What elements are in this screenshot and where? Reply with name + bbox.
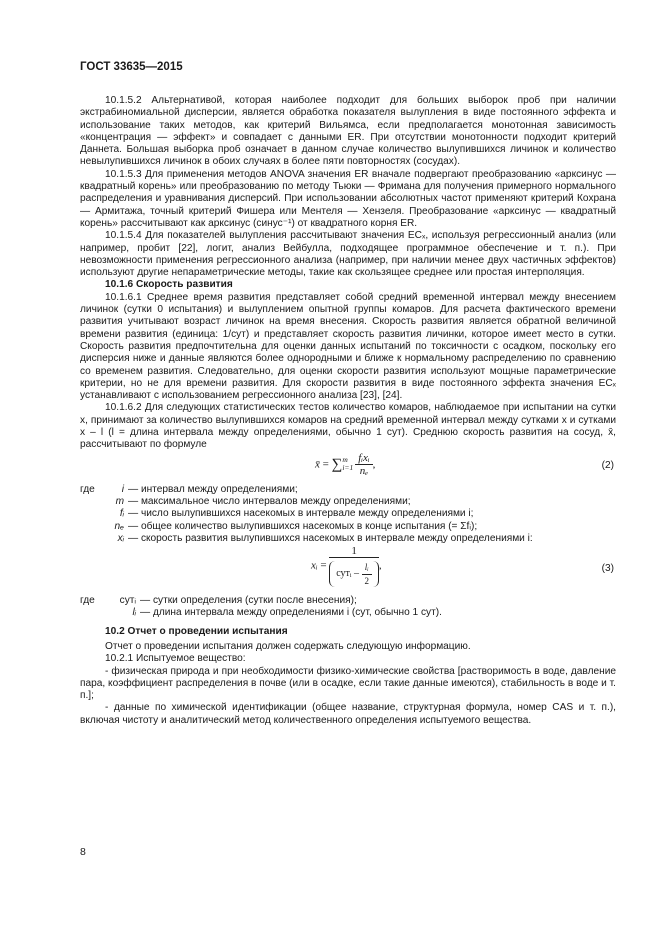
legend-symbol: nₑ (114, 520, 124, 532)
formula-2-equals: = (319, 457, 332, 470)
legend-text: — скорость развития вылупившихся насекомых в интервале между определениями i: (128, 532, 533, 544)
formula-2-lhs: x̄ (315, 457, 320, 470)
legend-symbol: i (121, 483, 124, 495)
legend-row: где i — интервал между определениями; (80, 484, 616, 496)
heading-10-2: 10.2 Отчет о проведении испытания (105, 625, 288, 637)
formula-2-sum-lower: i=1 (342, 463, 354, 473)
page-body (80, 95, 616, 727)
legend-row (80, 521, 616, 533)
legend-symbol: xᵢ (117, 532, 124, 544)
heading-10-1-6: 10.1.6 Скорость развития (105, 279, 233, 291)
formula-3-inner-denominator: 2 (364, 575, 369, 586)
legend-text: — длина интервала между определениями i (сут, обычно 1 сут). (140, 607, 442, 619)
formula-3-legend (80, 595, 616, 620)
legend-row: где сутᵢ — сутки определения (сутки после внесения); (80, 595, 616, 607)
formula-3 (80, 545, 616, 595)
formula-2-numerator: fᵢxᵢ (355, 452, 372, 465)
report-intro: Отчет о проведении испытания должен содержать следующую информацию. (105, 640, 471, 652)
legend-text: — общее количество вылупившихся насекомых в конце испытания (= Σfᵢ); (128, 520, 478, 532)
paragraph-10-1-6-2: 10.1.6.2 Для следующих статистических тестов количество комаров, наблюдаемое при испытании на сутки x, принимают за количество вылупившихся комаров на средний временной интервал между сутками x и сутками x – l (l = длина интервала между определениями, обычно 1 сут). Среднюю скорость развития на сосуд, x̄, рассчитывают по формуле (80, 402, 616, 451)
formula-3-numerator: 1 (329, 545, 379, 558)
paragraph-10-1-5-4: 10.1.5.4 Для показателей вылупления рассчитывают значения ECₓ, используя регрессионный анализ (или например, пробит [22], логит, анализ Вейбулла, подходящее программное обеспечение и т. п.). При невозможности применения регрессионного анализа (например, при наличии менее двух частичных эффектов) используют другие непараметрические методы, такие как скользящее среднее или простая интерполяция. (80, 230, 616, 279)
document-header: ГОСТ 33635—2015 (80, 61, 183, 73)
bullet-physical-nature: - физическая природа и при необходимости физико-химические свойства [растворимость в воде, давление пара, коэффициент распределения в почве (или в осадке, если такие данные имеются), стабильность в воде и т. п.]; (80, 665, 616, 702)
formula-3-expression (311, 545, 382, 587)
legend-row (80, 508, 616, 520)
formula-3-den-day: сутᵢ – (336, 568, 362, 580)
formula-2-legend (80, 484, 616, 545)
legend-symbol: lᵢ (132, 607, 136, 619)
formula-2-sum-upper: m (342, 455, 348, 465)
formula-3-lhs: xᵢ (311, 559, 318, 572)
legend-text: — интервал между определениями; (128, 483, 298, 495)
legend-symbol: сутᵢ (119, 595, 136, 607)
formula-2-denominator: nₑ (359, 464, 369, 477)
paragraph-10-1-5-3: 10.1.5.3 Для применения методов ANOVA значения ER вначале подвергают преобразованию «арксинус — квадратный корень» или преобразованию по методу Тьюки — Фримана для получения примерного нормального распределения и уравнивания дисперсий. При использовании абсолютных частот применяют критерий Кохрана — Армитажа, точный критерий Фишера или Ментеля — Хензеля. Преобразование «арксинус — квадратный корень» рассчитывают как арксинус (синус⁻¹) от квадратного корня ER. (80, 168, 616, 229)
paragraph-10-1-5-2: 10.1.5.2 Альтернативой, которая наиболее подходит для больших выборок проб при наличии экстрабиномиальной дисперсии, является обработка показателя вылупления в виде постоянного эффекта и использование таких методов, как критерий Вильямса, если предполагается монотонная зависимость «концентрация — эффект» и совпадает с данными ER. При отсутствии монотонности подходит критерий Даннета. Большая выборка проб означает в данном случае количество вылупившихся личинок и количество невылупившихся личинок в обоих случаях в более пяти повторностях (сосудах). (80, 95, 616, 168)
formula-3-number: (3) (601, 563, 614, 575)
legend-text: — сутки определения (сутки после внесения); (140, 595, 357, 607)
formula-2-expression (315, 452, 375, 478)
legend-row (80, 533, 616, 545)
paragraph-10-1-6-1: 10.1.6.1 Среднее время развития представляет собой средний временной интервал между внесением личинок (сутки 0 испытания) и вылуплением опытной группы комаров. Для расчета фактического времени развития учитывают возраст личинок на время внесения. Скорость развития является обратной величиной времени развития (единица: 1/сут) и представляет скорость развития личинки, которое имеет место в сутки. Скорость развития предпочтительна для оценки данных испытаний по токсичности с осадком, поскольку его дисперсия ниже и данные являются более однородными и ближе к нормальному распределению по сравнению со временем развития. Следовательно, для оценки скорости развития используют мощные параметрические критерии, но не для времени развития. Для скорости развития в виде постоянного эффекта значения ECₓ устанавливают с использованием регрессионного анализа [23], [24]. (80, 291, 616, 402)
formula-2-comma: , (372, 457, 376, 470)
legend-text: — максимальное число интервалов между определениями; (128, 495, 411, 507)
legend-symbol: fᵢ (119, 508, 124, 520)
bullet-chemical-identification: - данные по химической идентификации (общее название, структурная формула, номер CAS и т. п.), включая чистоту и аналитический метод количественного определения испытуемого вещества. (80, 702, 616, 726)
legend-row (80, 496, 616, 508)
legend-symbol: m (115, 495, 124, 507)
paragraph-10-2-1: 10.2.1 Испытуемое вещество: (105, 653, 246, 665)
formula-3-comma: , (378, 559, 382, 572)
formula-2-number: (2) (601, 459, 614, 471)
formula-3-inner-numerator: lᵢ (362, 561, 373, 574)
legend-row (80, 607, 616, 619)
page-number: 8 (80, 846, 86, 858)
formula-2-sum-sign: ∑ (331, 456, 343, 473)
formula-2 (80, 452, 616, 484)
legend-text: — число вылупившихся насекомых в интервале между определениями i; (128, 508, 474, 520)
formula-3-equals: = (317, 559, 330, 572)
